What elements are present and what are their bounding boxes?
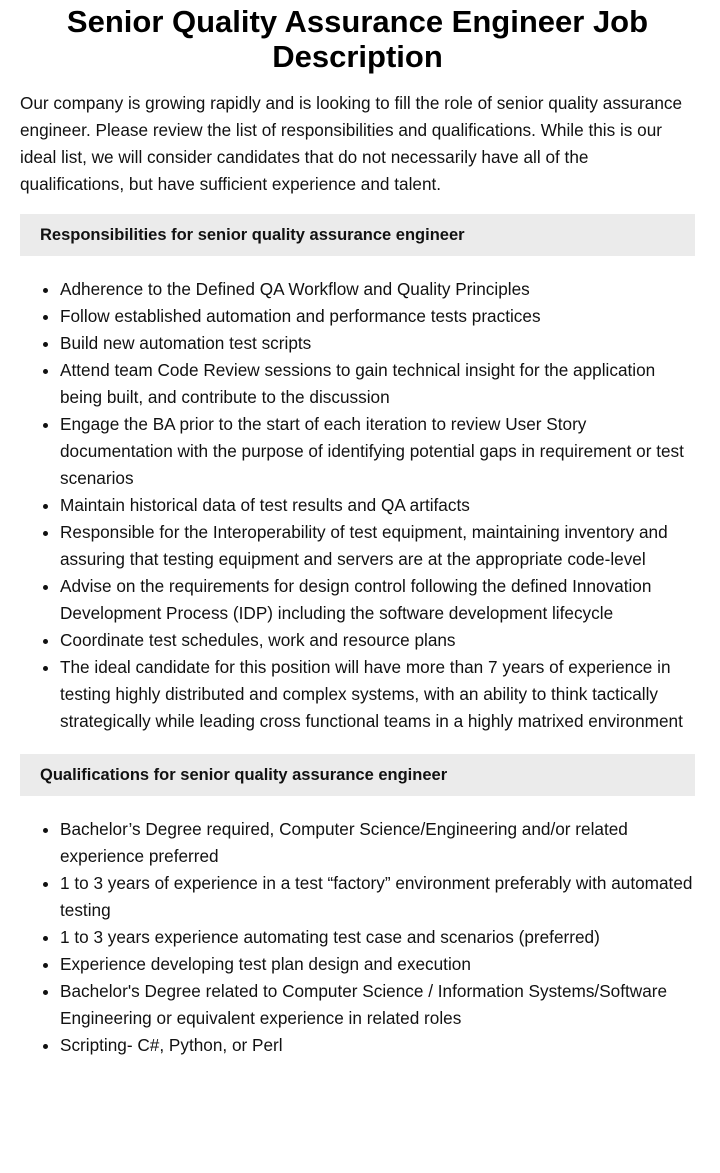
intro-paragraph: Our company is growing rapidly and is looking to fill the role of senior quality assurance engineer. Please review the list of responsibilities and qualifications. While this is our ideal list, we will consider candidates that do not necessarily have all of the qualifications, but have sufficient experience and talent. bbox=[20, 93, 683, 194]
list-item: • Responsible for the Interoperability of test equipment, maintaining inventory and assuring that testing equipment and servers are at the appropriate code-level bbox=[60, 519, 695, 573]
list-item: • Adherence to the Defined QA Workflow and Quality Principles bbox=[60, 276, 695, 303]
list-item: • Bachelor’s Degree required, Computer Science/Engineering and/or related experience preferred bbox=[60, 816, 695, 870]
list-item: • Build new automation test scripts bbox=[60, 330, 695, 357]
page-title: Senior Quality Assurance Engineer Job Description bbox=[66, 4, 649, 74]
list-item: • Coordinate test schedules, work and resource plans bbox=[60, 627, 695, 654]
list-item: • Maintain historical data of test results and QA artifacts bbox=[60, 492, 695, 519]
responsibilities-header: Responsibilities for senior quality assurance engineer bbox=[20, 214, 695, 256]
list-item: • Advise on the requirements for design control following the defined Innovation Development Process (IDP) including the software development lifecycle bbox=[60, 573, 695, 627]
list-item: • Bachelor's Degree related to Computer Science / Information Systems/Software Engineering or equivalent experience in related roles bbox=[60, 978, 695, 1032]
qualifications-list bbox=[20, 816, 695, 1059]
list-item: • 1 to 3 years of experience in a test “factory” environment preferably with automated testing bbox=[60, 870, 695, 924]
list-item: • 1 to 3 years experience automating test case and scenarios (preferred) bbox=[60, 924, 695, 951]
responsibilities-list bbox=[20, 276, 695, 735]
qualifications-header: Qualifications for senior quality assurance engineer bbox=[20, 754, 695, 796]
list-item: • Scripting- C#, Python, or Perl bbox=[60, 1032, 695, 1059]
list-item: • Engage the BA prior to the start of each iteration to review User Story documentation with the purpose of identifying potential gaps in requirement or test scenarios bbox=[60, 411, 695, 492]
list-item: • Follow established automation and performance tests practices bbox=[60, 303, 695, 330]
list-item: • Experience developing test plan design and execution bbox=[60, 951, 695, 978]
list-item: • Attend team Code Review sessions to gain technical insight for the application being built, and contribute to the discussion bbox=[60, 357, 695, 411]
list-item: • The ideal candidate for this position will have more than 7 years of experience in testing highly distributed and complex systems, with an ability to think tactically strategically while leading cross functional teams in a highly matrixed environment bbox=[60, 654, 695, 735]
